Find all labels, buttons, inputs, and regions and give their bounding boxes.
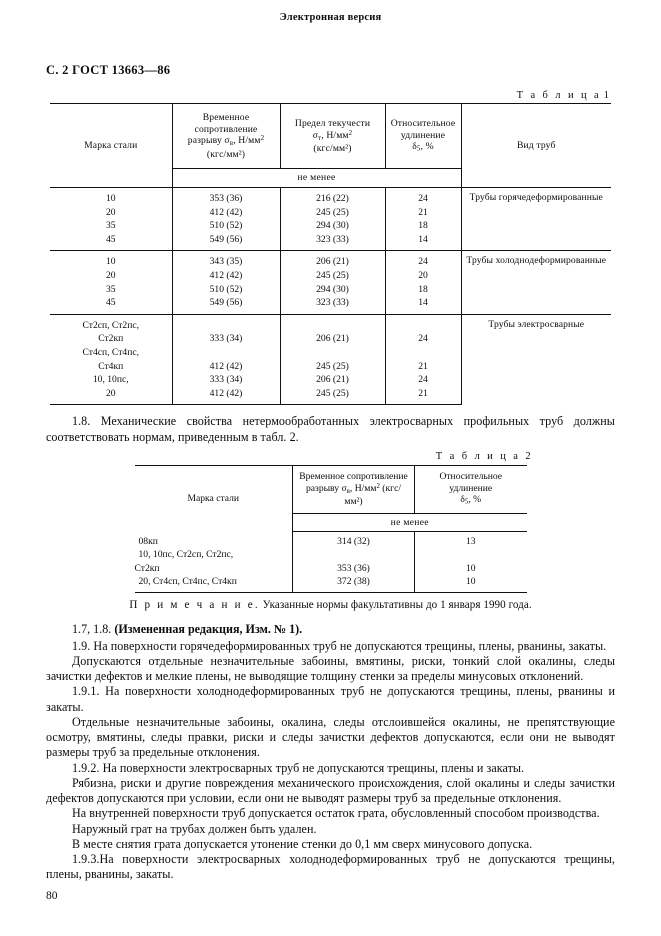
t2-tensile-sigma: разрыву σ: [305, 482, 347, 494]
elong-line1: Относительное: [390, 117, 456, 129]
cell-elong: 13: [465, 536, 476, 548]
table-row: [135, 562, 527, 575]
table2-header-steel-grade: Марка стали: [135, 465, 293, 531]
cell-grade: 45: [50, 296, 172, 314]
paragraph-outer-burr: Наружный грат на трубах должен быть удален.: [72, 821, 317, 836]
yield-sub: т: [318, 134, 322, 142]
cell-yield: 245 (25): [280, 269, 385, 283]
table2-caption: [46, 451, 615, 462]
running-head: Электронная версия: [279, 12, 382, 23]
cell-pipe-type: Трубы горячедеформированные: [461, 188, 611, 251]
cell-tensile: 510 (52): [172, 219, 280, 233]
paragraph-1-9: 1.9. На поверхности горячедеформированных труб не допускаются трещины, плены, рванины, закаты.: [72, 638, 607, 653]
tensile-line4: (кгс/мм²): [206, 148, 246, 160]
table-row: [135, 549, 527, 562]
t2-tensile-line1: Временное сопротивление: [299, 470, 408, 482]
paragraph-allow-2: Отдельные незначительные забоины, окалина, следы отслоившейся окалины, не препятствующие осмотру, вмятины, следы правки, риски и следы зачистки дефектов допускаются, если они не выводят размеры труб за предельные отклонения.: [46, 714, 615, 760]
cell-yield: 206 (21): [280, 332, 385, 346]
cell-tensile: 412 (42): [172, 206, 280, 220]
cell-elong: 24: [385, 188, 461, 206]
body-paragraphs: [46, 639, 615, 883]
table1-header-pipe-type: Вид труб: [461, 104, 611, 188]
cell-elong: [385, 314, 461, 332]
cell-tensile: 333 (34): [172, 373, 280, 387]
cell-tensile: 333 (34): [172, 332, 280, 346]
clause-1-8: 1.8. Механические свойства нетермообработанных электросварных профильных труб должны соответствовать нормам, приведенным в табл. 2.: [46, 414, 615, 444]
cell-tensile: 343 (35): [172, 251, 280, 269]
cell-grade: 20: [50, 269, 172, 283]
cell-tensile: 412 (42): [172, 269, 280, 283]
t2-elong-pct: , %: [468, 494, 482, 506]
cell-tensile: 353 (36): [293, 562, 415, 575]
cell-tensile: 412 (42): [172, 360, 280, 374]
cell-elong: 18: [385, 219, 461, 233]
table-row: [135, 532, 527, 549]
cell-tensile: 353 (36): [172, 188, 280, 206]
cell-grade: Ст2кп: [135, 562, 293, 575]
cell-grade: 20: [50, 387, 172, 405]
clause-redaction-prefix: 1.7, 1.8.: [72, 621, 115, 636]
cell-grade: 08кп: [135, 532, 293, 549]
t2-tensile-kgs: (кгс/мм²): [344, 482, 402, 507]
cell-elong: 24: [385, 373, 461, 387]
table-row: [50, 188, 611, 206]
cell-elong: 24: [385, 251, 461, 269]
elong-pct: , %: [420, 141, 434, 153]
cell-elong: 21: [385, 387, 461, 405]
clause-redaction: [46, 622, 615, 637]
cell-yield: 206 (21): [280, 251, 385, 269]
table1-header-yield-strength: [280, 104, 385, 169]
table-row: [50, 251, 611, 269]
table1-caption-label: Т а б л и ц а: [516, 90, 602, 101]
table2-not-less-label: не менее: [293, 513, 527, 532]
cell-elong: 24: [385, 332, 461, 346]
cell-elong: [415, 549, 527, 562]
yield-sigma: σ: [312, 129, 319, 141]
cell-yield: 206 (21): [280, 373, 385, 387]
paragraph-1-9-3: 1.9.3.На поверхности электросварных холоднодеформированных труб не допускаются трещины, плены, рванины, закаты.: [46, 852, 615, 882]
cell-yield: 245 (25): [280, 206, 385, 220]
cell-tensile: 549 (56): [172, 233, 280, 251]
cell-yield: 216 (22): [280, 188, 385, 206]
elong-line2: удлинение: [400, 129, 446, 141]
t2-elong-delta: δ: [460, 494, 465, 506]
tensile-line1: Временное: [202, 112, 250, 123]
table2-note-text: Указанные нормы факультативны до 1 января 1990 года.: [262, 598, 532, 611]
cell-grade: Ст4сп, Ст4пс,: [50, 346, 172, 360]
cell-grade: Ст2кп: [50, 332, 172, 346]
yield-line1: Предел текучести: [294, 117, 371, 129]
table1-header-tensile-strength: [172, 104, 280, 169]
cell-yield: [280, 314, 385, 332]
cell-elong: 14: [385, 296, 461, 314]
cell-grade: 45: [50, 233, 172, 251]
cell-tensile: 412 (42): [172, 387, 280, 405]
cell-grade: 10, 10пс,: [50, 373, 172, 387]
table2-mechanical-properties: [135, 465, 527, 593]
cell-grade: 10: [50, 251, 172, 269]
clause-1-8-block: [46, 414, 615, 444]
cell-grade: 35: [50, 283, 172, 297]
t2-tensile-sup: 2: [376, 482, 380, 490]
cell-grade: Ст4кп: [50, 360, 172, 374]
table2-caption-label: Т а б л и ц а: [435, 450, 521, 462]
tensile-line2: сопротивление: [194, 123, 258, 135]
cell-elong: 18: [385, 283, 461, 297]
cell-tensile: 549 (56): [172, 296, 280, 314]
table1-header-elongation: [385, 104, 461, 169]
paragraph-1-9-2: 1.9.2. На поверхности электросварных труб не допускаются трещины, плены и закаты.: [72, 760, 525, 775]
table2-header-row: [135, 465, 527, 513]
elong-sub: 5: [416, 146, 421, 154]
t2-elong-sub: 5: [464, 499, 469, 507]
cell-pipe-type: Трубы электросварные: [461, 314, 611, 405]
tensile-line3b: , Н/мм: [233, 135, 261, 147]
cell-yield: 323 (33): [280, 296, 385, 314]
cell-grade: 10, 10пс, Ст2сп, Ст2пс,: [135, 549, 293, 562]
cell-yield: 245 (25): [280, 387, 385, 405]
t2-tensile-units: , Н/мм: [349, 482, 377, 494]
table1-header-steel-grade: Марка стали: [50, 104, 172, 188]
cell-grade: 35: [50, 219, 172, 233]
table2-caption-number: 2: [525, 450, 533, 462]
paragraph-1-9-1: 1.9.1. На поверхности холоднодеформированных труб не допускаются трещины, плены, рванины и закаты.: [46, 684, 615, 714]
yield-line3: (кгс/мм²): [313, 142, 352, 154]
cell-elong: 10: [465, 562, 476, 574]
table2-note-label: П р и м е ч а н и е.: [129, 598, 260, 611]
cell-elong: 21: [385, 206, 461, 220]
table1-mechanical-properties: [50, 103, 611, 405]
cell-grade: Ст2сп, Ст2пс,: [50, 314, 172, 332]
table2-header-elongation: [415, 465, 527, 513]
page-folio: 80: [46, 890, 58, 902]
cell-tensile: [172, 314, 280, 332]
page-id: С. 2 ГОСТ 13663—86: [46, 63, 171, 77]
paragraph-allow-3: Рябизна, риски и другие повреждения механического происхождения, слой окалины и следы зачистки дефектов допускаются при условии, если они не выводят размеры труб за предельные отклонения.: [46, 775, 615, 806]
cell-grade: 20: [50, 206, 172, 220]
cell-yield: 294 (30): [280, 283, 385, 297]
cell-pipe-type: Трубы холоднодеформированные: [461, 251, 611, 314]
tensile-sup: 2: [260, 135, 265, 143]
cell-yield: 323 (33): [280, 233, 385, 251]
table1-caption-number: 1: [603, 90, 609, 101]
cell-elong: 14: [385, 233, 461, 251]
clause-redaction-bold: (Измененная редакция, Изм. № 1).: [114, 621, 303, 636]
cell-tensile: 510 (52): [172, 283, 280, 297]
t2-tensile-sub: в: [346, 487, 350, 495]
tensile-line3a: разрыву σ: [187, 135, 230, 147]
elong-delta: δ: [412, 141, 417, 153]
table-row: [135, 575, 527, 592]
t2-elong-line1: Относительное удлинение: [439, 470, 503, 494]
cell-yield: [280, 346, 385, 360]
tensile-sub: в: [229, 140, 234, 148]
cell-grade: 20, Ст4сп, Ст4пс, Ст4кп: [135, 575, 293, 592]
table2-header-tensile-strength: [293, 465, 415, 513]
yield-units: , Н/мм: [321, 129, 349, 141]
table1-not-less-label: не менее: [172, 169, 461, 188]
cell-grade: 10: [50, 188, 172, 206]
paragraph-inner-burr: На внутренней поверхности труб допускается остаток грата, обусловленный способом производства.: [72, 806, 600, 821]
cell-elong: 10: [415, 575, 527, 592]
paragraph-thinning: В месте снятия грата допускается утонение стенки до 0,1 мм сверх минусового допуска.: [72, 836, 533, 851]
cell-elong: 21: [385, 360, 461, 374]
cell-elong: 20: [385, 269, 461, 283]
cell-tensile: 314 (32): [293, 532, 415, 549]
table-row: [50, 314, 611, 332]
cell-elong: [385, 346, 461, 360]
cell-tensile: 372 (38): [293, 575, 415, 592]
paragraph-allow-1: Допускаются отдельные незначительные забоины, вмятины, риски, тонкий слой окалины, следы зачистки дефектов и мелкие плены, не выводящие толщину стенки за пределы минусовых отклонений.: [46, 654, 615, 684]
table2-note: [46, 599, 615, 611]
cell-yield: 245 (25): [280, 360, 385, 374]
table1-caption: [46, 90, 615, 101]
cell-tensile: [293, 549, 415, 562]
table1-header-row: [50, 104, 611, 169]
cell-tensile: [172, 346, 280, 360]
cell-yield: 294 (30): [280, 219, 385, 233]
yield-sup: 2: [348, 129, 353, 137]
